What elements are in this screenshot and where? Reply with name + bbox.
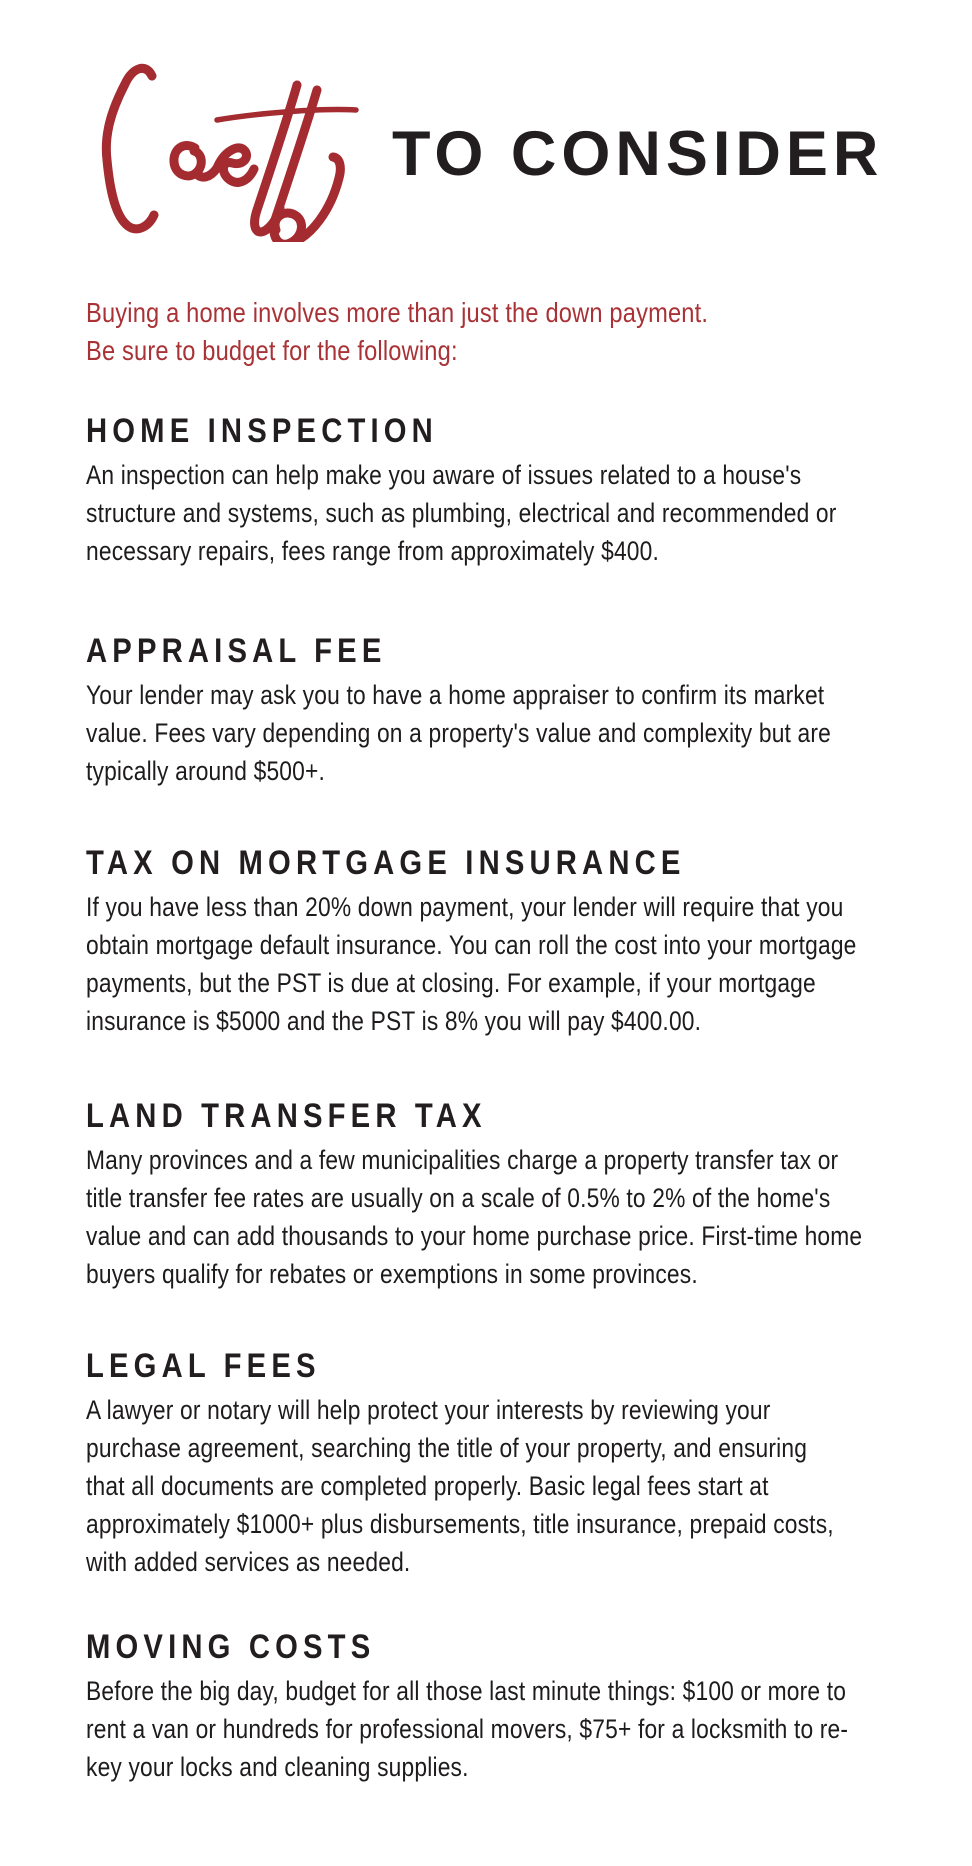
section-moving-costs	[86, 1628, 972, 1786]
section-body-line: insurance is $5000 and the PST is 8% you will pay $400.00.	[86, 1006, 702, 1036]
section-body-line: A lawyer or notary will help protect your interests by reviewing your	[86, 1395, 771, 1425]
section-body-line: with added services as needed.	[86, 1547, 411, 1577]
section-body-line: obtain mortgage default insurance. You can roll the cost into your mortgage	[86, 930, 857, 960]
section-heading: LEGAL FEES	[86, 1347, 321, 1385]
section-body-line: payments, but the PST is due at closing. For example, if your mortgage	[86, 968, 816, 998]
section-body-line: that all documents are completed properly. Basic legal fees start at	[86, 1471, 769, 1501]
section-body-line: If you have less than 20% down payment, your lender will require that you	[86, 892, 844, 922]
section-body-line: rent a van or hundreds for professional movers, $75+ for a locksmith to re-	[86, 1714, 849, 1744]
section-body-line: approximately $1000+ plus disbursements, title insurance, prepaid costs,	[86, 1509, 834, 1539]
section-body-line: Many provinces and a few municipalities charge a property transfer tax or	[86, 1145, 839, 1175]
section-heading: MOVING COSTS	[86, 1628, 376, 1666]
section-body-line: title transfer fee rates are usually on a scale of 0.5% to 2% of the home's	[86, 1183, 831, 1213]
section-body-line: typically around $500+.	[86, 756, 325, 786]
section-heading: APPRAISAL FEE	[86, 632, 387, 670]
section-body-line: purchase agreement, searching the title of your property, and ensuring	[86, 1433, 808, 1463]
intro-line: Be sure to budget for the following:	[86, 335, 458, 366]
section-heading: HOME INSPECTION	[86, 412, 438, 450]
section-body-line: structure and systems, such as plumbing, electrical and recommended or	[86, 498, 837, 528]
text-column	[86, 0, 972, 1866]
section-home-inspection	[86, 412, 972, 570]
intro-blurb	[86, 294, 708, 370]
section-legal-fees	[86, 1347, 972, 1581]
section-body-line: buyers qualify for rebates or exemptions in some provinces.	[86, 1259, 698, 1289]
section-body-line: Before the big day, budget for all those last minute things: $100 or more to	[86, 1676, 847, 1706]
section-body-line: value. Fees vary depending on a property's value and complexity but are	[86, 718, 832, 748]
page-title: TO CONSIDER	[392, 119, 884, 189]
section-body-line: key your locks and cleaning supplies.	[86, 1752, 469, 1782]
section-body-line: value and can add thousands to your home purchase price. First-time home	[86, 1221, 863, 1251]
section-appraisal-fee	[86, 632, 972, 790]
intro-line: Buying a home involves more than just the down payment.	[86, 297, 709, 328]
section-tax-on-mortgage-insurance	[86, 844, 972, 1040]
section-body-line: necessary repairs, fees range from approximately $400.	[86, 536, 659, 566]
section-land-transfer-tax	[86, 1097, 972, 1293]
section-heading: TAX ON MORTGAGE INSURANCE	[86, 844, 686, 882]
section-heading: LAND TRANSFER TAX	[86, 1097, 487, 1135]
section-body-line: An inspection can help make you aware of issues related to a house's	[86, 460, 802, 490]
section-body-line: Your lender may ask you to have a home appraiser to confirm its market	[86, 680, 825, 710]
